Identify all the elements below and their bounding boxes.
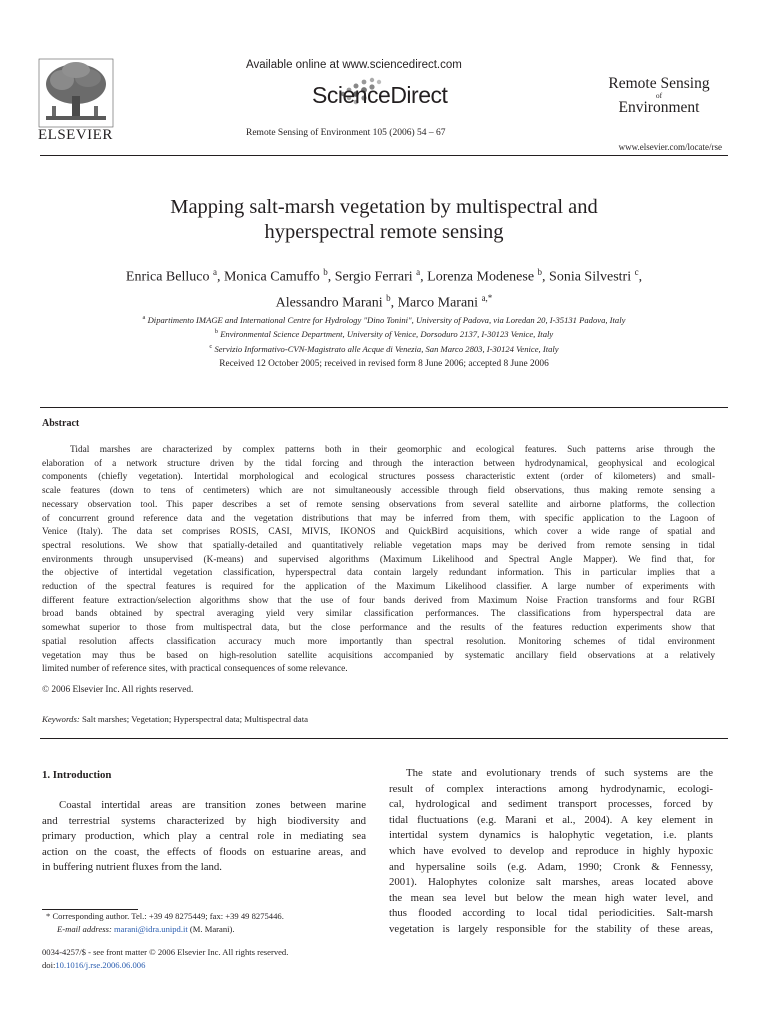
affiliation-text: Servizio Informativo-CVN-Magistrato alle Acque di Venezia, San Marco 2803, I-30124 Venice, Italy — [214, 343, 559, 354]
issn-line: 0034-4257/$ - see front matter © 2006 Elsevier Inc. All rights reserved. — [42, 947, 289, 957]
author-affil-mark[interactable]: b — [386, 292, 391, 303]
article-title — [40, 195, 728, 245]
intro-right-line: cal, hydrological and sediment transport processes, forced by — [389, 798, 713, 811]
intro-left-line: action on the coast, the effects of floods on estuarine areas, and — [42, 845, 366, 858]
affiliation-mark: b — [214, 328, 219, 336]
author-name: Enrica Belluco — [125, 269, 210, 285]
affiliation-mark: a — [142, 314, 146, 321]
section-heading-introduction: 1. Introduction — [42, 769, 112, 781]
journal-url[interactable]: www.elsevier.com/locate/rse — [618, 142, 722, 152]
intro-right-paragraph — [389, 766, 713, 938]
intro-right-line: which have evolved to develop and reproduce in highly hypoxic — [389, 844, 713, 857]
affiliation — [40, 341, 728, 355]
abstract-bottom-rule — [40, 738, 728, 739]
keywords — [42, 714, 308, 724]
journal-title-line1: Remote Sensing — [608, 75, 710, 92]
intro-left-line: and terrestrial systems characterized by high biodiversity and — [42, 814, 366, 827]
doi-prefix: doi: — [42, 960, 56, 970]
email-suffix: (M. Marani). — [189, 924, 235, 934]
intro-right-line: and hypersaline soils (e.g. Adam, 1990; Cronk & Fennessy, — [389, 860, 713, 873]
abstract-line: environments through unsupervised (K-means) and supervised algorithms (Maximum Likelihood and Spectral Angle Mapper). We find that, for — [42, 554, 715, 565]
author-affil-mark[interactable]: a — [416, 267, 421, 277]
journal-title-of: of — [655, 91, 663, 100]
email-label: E-mail address: — [57, 924, 112, 934]
author-name: Marco Marani — [397, 295, 479, 311]
abstract-line: broad bands obtained by spectral averaging yield very similar classification performances. The classifications from hyperspectral data are — [42, 609, 715, 620]
author-name: Sonia Silvestri — [549, 269, 632, 285]
abstract-heading: Abstract — [42, 418, 80, 429]
intro-right-line: The state and evolutionary trends of such systems are the — [406, 767, 713, 779]
intro-right-line: thus flooded according to local tidal periodicities. Salt-marsh — [389, 907, 713, 920]
author-affil-mark[interactable]: b — [323, 267, 328, 277]
abstract-body — [42, 444, 715, 677]
intro-right-line: 2001). Halophytes colonize salt marshes, areas located above — [389, 876, 713, 889]
keywords-label: Keywords: — [42, 714, 80, 724]
intro-left-line: primary production, which play a central role in mediating sea — [42, 830, 366, 843]
journal-brand — [598, 75, 720, 116]
abstract-line: the objective of intertidal vegetation classification, hyperspectral data contain largely redundant information. This in particular implies that a — [42, 568, 715, 579]
abstract-line: spectral resolutions. We show that spatially-detailed and quantitatively reliable vegetation maps may be derived from remote sensing in tidal — [42, 540, 715, 551]
affiliation — [40, 326, 728, 340]
affiliations — [40, 312, 728, 355]
abstract-line: scale features (down to tens of centimeters) which are not simultaneously accessible through field observations, thus making remote sensing a — [42, 486, 715, 497]
abstract-line: of concurrent ground reference data and the vegetation distributions that may be inferred from them, with specific application to the Lagoon of — [42, 513, 715, 524]
affiliation-mark: c — [209, 342, 213, 350]
journal-title-line2: Environment — [618, 99, 700, 116]
abstract-top-rule — [40, 407, 728, 408]
abstract-line: elaboration of a network structure driven by the tidal forcing and through the interaction between hydrodynamical, geophysical and ecological — [42, 458, 715, 469]
title-line: hyperspectral remote sensing — [264, 221, 504, 243]
tree-icon — [38, 58, 114, 128]
abstract-line: limited number of reference sites, with practical consequences of some relevance. — [42, 664, 348, 675]
abstract-line: Venice (Italy). The data set comprises ROSIS, CASI, MIVIS, IKONOS and QuickBird acquisitions, which cover a wide range of spatial and — [42, 527, 715, 538]
abstract-line: different feature extraction/selection algorithms show that the use of four bands derived from Maximum Noise Fraction transforms and four RGBI — [42, 595, 715, 606]
keywords-list: Salt marshes; Vegetation; Hyperspectral data; Multispectral data — [82, 714, 309, 724]
header-rule — [40, 155, 728, 156]
received-dates: Received 12 October 2005; received in revised form 8 June 2006; accepted 8 June 2006 — [219, 359, 549, 369]
abstract-line: vegetation may thus be based on high-resolution satellite acquisitions accompanied by systematic ancillary field observations at a relatively — [42, 650, 715, 661]
doi-link[interactable]: 10.1016/j.rse.2006.06.006 — [55, 960, 146, 970]
intro-right-line: the mean sea level but below the mean high water level, and — [389, 891, 713, 904]
corresponding-author-text: * Corresponding author. Tel.: +39 49 8275449; fax: +39 49 8275446. — [46, 911, 284, 921]
abstract-line: somewhat superior to those from multispectral data, but the close performance and the results of the features reduction experiments show that — [42, 623, 715, 634]
intro-right-line: intertidal system dynamics is halophytic vegetation, i.e. plants — [389, 829, 713, 842]
author-affil-mark[interactable]: a,* — [481, 292, 493, 303]
available-online-text[interactable]: Available online at www.sciencedirect.com — [246, 59, 462, 71]
title-line: Mapping salt-marsh vegetation by multispectral and — [170, 196, 598, 218]
abstract-line: components (chiefly vegetation). Intertidal morphological and ecological structures possess characteristic extent (order of kilometers) and small- — [42, 472, 715, 483]
author-name: Alessandro Marani — [275, 295, 383, 311]
author-name: Lorenza Modenese — [427, 269, 535, 285]
intro-right-line: vegetation is largely responsible for the stability of these areas, — [389, 922, 713, 935]
abstract-line: reduction of the spectral features is required for the application of the Maximum Likelihood classifier. A large number of experiments with — [42, 582, 715, 593]
abstract-line: necessary observation tool. This paper describes a set of remote sensing observations from several satellite and airborne platforms, the collection — [42, 499, 715, 510]
publisher-name: ELSEVIER — [38, 127, 113, 143]
issn-doi-block — [42, 946, 288, 972]
intro-left-line: in buffering nutrient fluxes from the land. — [42, 861, 223, 874]
abstract-line: spatial resolution affects classification accuracy much more importantly than spectral resolution. Monitoring schemes of tidal environment — [42, 636, 715, 647]
intro-right-line: result of complex interactions among hydrodynamic, ecologi- — [389, 782, 713, 795]
intro-right-line: tidal fluctuations (e.g. Marani et al., 2004). A key element in — [389, 813, 713, 826]
abstract-copyright: © 2006 Elsevier Inc. All rights reserved. — [42, 685, 194, 695]
affiliation-text: Environmental Science Department, University of Venice, Dorsoduro 2137, I-30123 Venice, Italy — [220, 329, 554, 340]
author-affil-mark[interactable]: a — [212, 267, 217, 277]
journal-citation: Remote Sensing of Environment 105 (2006) 54 – 67 — [246, 128, 446, 138]
intro-left-line: Coastal intertidal areas are transition zones between marine — [59, 799, 366, 811]
sciencedirect-wordmark: ScienceDirect — [312, 82, 448, 108]
author-email-link[interactable]: marani@idra.unipd.it — [113, 924, 188, 934]
corresponding-author-note — [42, 910, 284, 936]
abstract-line: Tidal marshes are characterized by complex patterns both in their geomorphic and ecological features. Such patterns arise through the — [70, 445, 715, 455]
author-name: Monica Camuffo — [223, 269, 320, 285]
author-name: Sergio Ferrari — [334, 269, 413, 285]
intro-left-paragraph — [42, 798, 366, 876]
author-affil-mark[interactable]: b — [537, 267, 543, 277]
author-list: Enrica Belluco $^a$, Monica Camuffo $^b$, Sergio Ferrari $^a$, Lorenza Modenese $^b$, Sonia Silvestri $^c$, Alessandro Marani $^b$, Marco Marani $^{a,*}$ — [125, 267, 643, 311]
affiliation — [40, 312, 728, 326]
author-affil-mark[interactable]: c — [634, 267, 639, 277]
affiliation-text: Dipartimento IMAGE and International Centre for Hydrology "Dino Tonini", University of Padova, via Loredan 20, I-35131 Padova, Italy — [147, 314, 626, 325]
